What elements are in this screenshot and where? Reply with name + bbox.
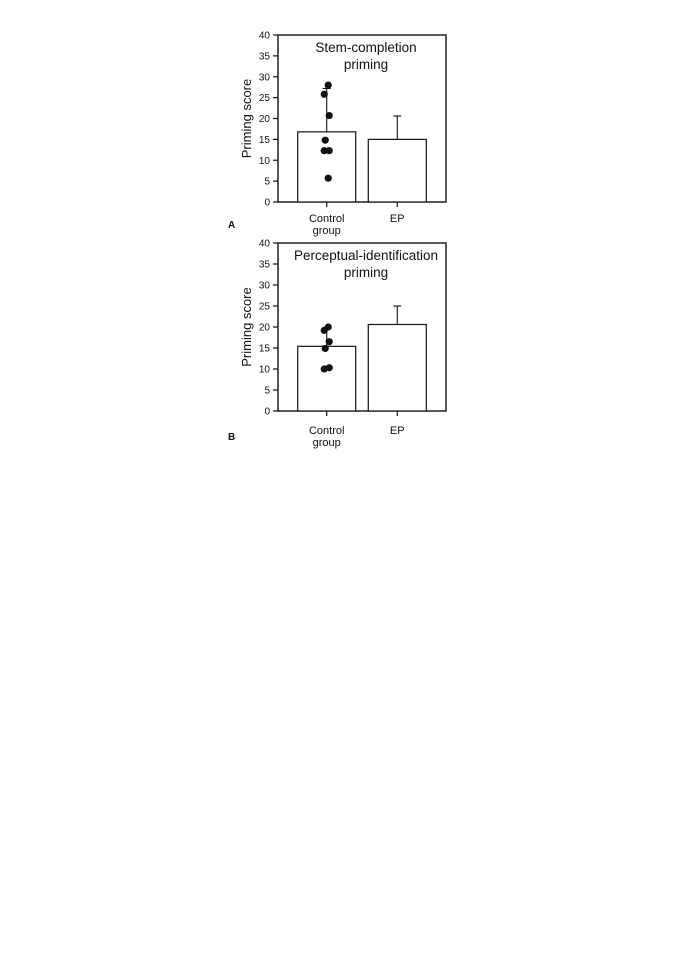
- x-tick-label: Control group: [308, 425, 345, 449]
- y-tick-label: 0: [264, 197, 270, 209]
- y-tick-label: 35: [258, 51, 270, 63]
- data-point: [326, 112, 333, 119]
- y-tick-label: 10: [258, 364, 270, 376]
- y-tick-label: 20: [258, 114, 270, 125]
- data-point: [321, 365, 328, 372]
- bar-control: [298, 346, 356, 411]
- data-point: [325, 82, 332, 89]
- data-point: [322, 345, 329, 352]
- data-point: [322, 137, 329, 144]
- bar-ep: [368, 324, 426, 411]
- panel-label: B: [228, 432, 236, 443]
- data-point: [326, 338, 333, 345]
- data-point: [325, 175, 332, 182]
- y-tick-label: 15: [258, 343, 270, 355]
- x-tick-label: EP: [389, 213, 405, 225]
- x-tick-label: Control group: [308, 213, 345, 237]
- y-tick-label: 15: [258, 134, 270, 146]
- y-axis-label: Priming score: [239, 287, 254, 367]
- chart-title: Stem-completion priming: [315, 40, 417, 72]
- y-tick-label: 35: [258, 259, 270, 271]
- data-point: [321, 147, 328, 154]
- bar-ep: [368, 139, 426, 202]
- y-tick-label: 10: [258, 155, 270, 167]
- y-tick-label: 30: [258, 280, 270, 292]
- panel-label: A: [228, 220, 236, 231]
- data-point: [321, 327, 328, 334]
- y-tick-label: 5: [264, 176, 270, 188]
- y-tick-label: 0: [264, 406, 270, 418]
- y-tick-label: 20: [258, 322, 270, 334]
- y-tick-label: 5: [264, 385, 270, 397]
- y-tick-label: 40: [258, 30, 270, 42]
- chart-title: Perceptual-identification priming: [293, 248, 439, 280]
- y-tick-label: 30: [258, 72, 270, 84]
- y-tick-label: 25: [258, 301, 270, 313]
- data-point: [321, 91, 328, 98]
- chart-panel-b: [228, 239, 446, 450]
- y-tick-label: 40: [258, 238, 270, 250]
- y-axis-label: Priming score: [239, 78, 254, 159]
- chart-panel-a: [228, 31, 446, 238]
- x-tick-label: EP: [389, 425, 405, 437]
- y-tick-label: 25: [258, 93, 270, 105]
